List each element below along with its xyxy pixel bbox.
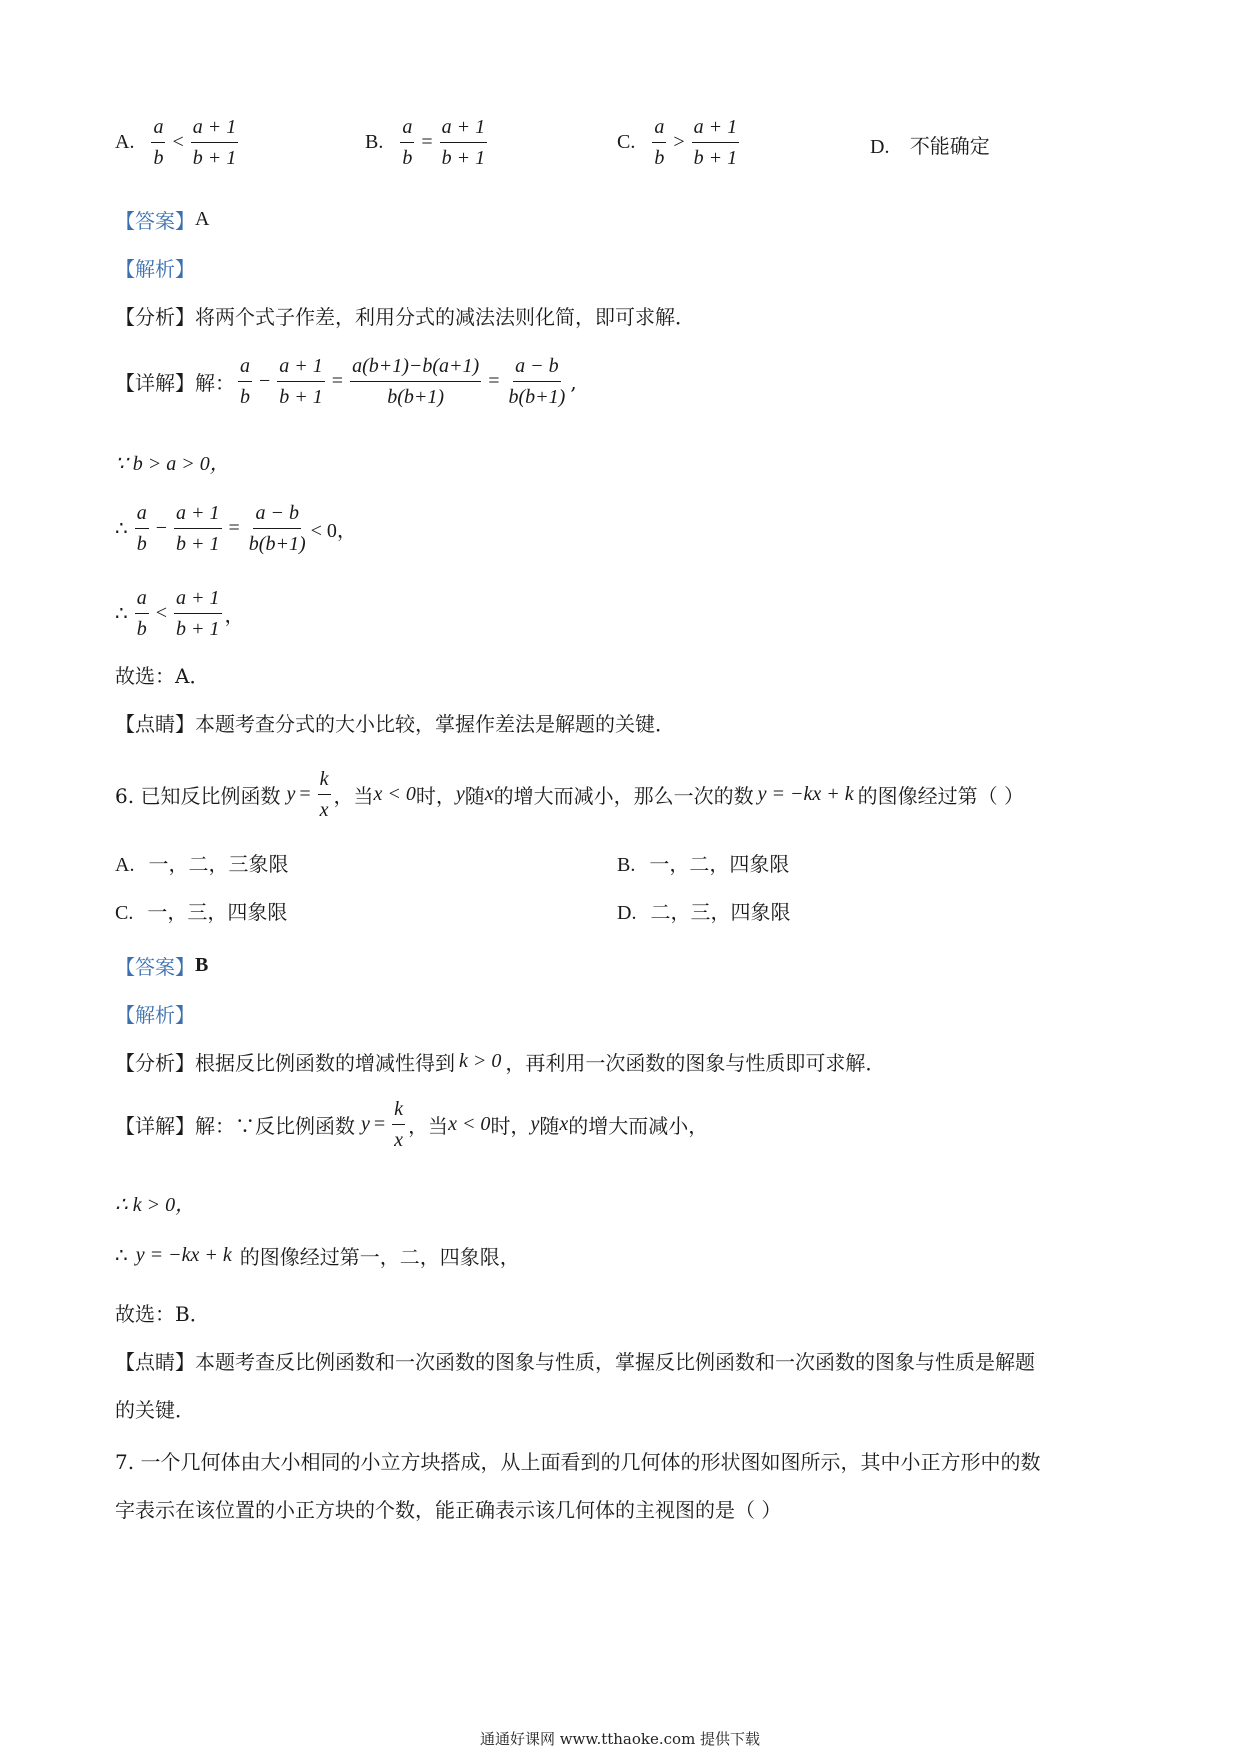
q5-answer-line bbox=[115, 205, 209, 234]
numerator: a bbox=[151, 114, 165, 143]
denominator: b bbox=[136, 533, 147, 555]
q7-stem-line-1 bbox=[115, 1446, 1040, 1475]
fraction bbox=[392, 1096, 405, 1153]
minus-sign: − bbox=[259, 370, 271, 392]
xiangjie-text: 解：∵反比例函数 bbox=[195, 1114, 355, 1138]
q7-text: 字表示在该位置的小正方块的个数，能正确表示该几何体的主视图的是（ ） bbox=[115, 1498, 782, 1522]
numerator: a + 1 bbox=[440, 114, 488, 143]
numerator: a + 1 bbox=[191, 114, 239, 143]
q7-stem-line-2 bbox=[115, 1494, 781, 1523]
dianjing-text: 本题考查分式的大小比较，掌握作差法是解题的关键． bbox=[195, 712, 675, 736]
therefore-symbol: ∴ bbox=[115, 1245, 128, 1267]
option-label: A. bbox=[115, 131, 135, 153]
therefore-text: 的图像经过第一，二，四象限， bbox=[239, 1245, 520, 1269]
option-text: 二，三，四象限 bbox=[650, 900, 791, 924]
fenxi-tag: 【分析】 bbox=[115, 1051, 195, 1075]
operator: > bbox=[673, 131, 685, 153]
denominator: b bbox=[240, 386, 250, 408]
q6-stem bbox=[115, 766, 1024, 823]
xiangjie-text: 时， bbox=[490, 1114, 531, 1138]
option-text: 一，三，四象限 bbox=[147, 900, 288, 924]
numerator: a bbox=[652, 114, 666, 143]
numerator: a − b bbox=[253, 500, 301, 529]
math-expr: x < 0 bbox=[373, 783, 416, 805]
fraction bbox=[506, 353, 567, 410]
equals-sign: = bbox=[228, 517, 240, 539]
q6-option-c bbox=[115, 896, 287, 925]
therefore-text: ∴ k > 0， bbox=[115, 1194, 196, 1216]
dianjing-tag: 【点睛】 bbox=[115, 712, 195, 736]
numerator: a bbox=[400, 114, 414, 143]
numerator: a(b+1)−b(a+1) bbox=[350, 353, 481, 382]
fenxi-text: ，再利用一次函数的图象与性质即可求解． bbox=[505, 1051, 886, 1075]
page-footer: 通通好课网 www.tthaoke.com 提供下载 bbox=[479, 1730, 761, 1748]
fraction bbox=[277, 353, 325, 410]
fraction bbox=[318, 766, 331, 823]
q6-option-b bbox=[617, 848, 789, 877]
denominator: b + 1 bbox=[441, 147, 486, 169]
dianjing-text: 本题考查反比例函数和一次函数的图象与性质，掌握反比例函数和一次函数的图象与性质是解题 bbox=[195, 1350, 1035, 1374]
q6-dianjing-line bbox=[115, 1346, 1035, 1375]
math-var: y bbox=[530, 1113, 540, 1135]
denominator: b(b+1) bbox=[387, 386, 445, 408]
minus-sign: − bbox=[155, 517, 168, 539]
numerator: k bbox=[392, 1096, 405, 1125]
denominator: b bbox=[153, 147, 164, 169]
analysis-tag: 【解析】 bbox=[115, 1003, 195, 1027]
q5-analysis-line bbox=[115, 253, 195, 282]
q6-guxuan-line bbox=[115, 1298, 210, 1327]
math-expr: y = −kx + k bbox=[757, 783, 854, 805]
math-y: y bbox=[286, 783, 296, 805]
fraction bbox=[174, 500, 222, 557]
equals-sign: = bbox=[299, 783, 311, 805]
fraction bbox=[135, 500, 149, 557]
therefore-symbol: ∴ bbox=[115, 603, 128, 625]
math-y: y bbox=[361, 1113, 370, 1135]
denominator: b + 1 bbox=[176, 533, 220, 555]
xiangjie-text: 随 bbox=[539, 1114, 560, 1138]
q5-xiangjie-line bbox=[115, 353, 577, 410]
q5-option-b bbox=[365, 114, 490, 171]
denominator: b bbox=[654, 147, 665, 169]
option-label: D. bbox=[617, 902, 637, 924]
stem-part: 时， bbox=[415, 784, 456, 808]
equals-sign: = bbox=[488, 370, 500, 392]
operator: = bbox=[421, 131, 433, 153]
math-expr: y = −kx + k bbox=[135, 1244, 232, 1266]
math-expr: x < 0 bbox=[448, 1113, 491, 1135]
dianjing-text: 的关键． bbox=[115, 1398, 195, 1422]
option-label: D. bbox=[870, 136, 890, 158]
q5-guxuan-line bbox=[115, 660, 209, 689]
option-label: B. bbox=[617, 854, 636, 876]
option-label: C. bbox=[115, 902, 134, 924]
stem-part: 的增大而减小，那么一次的数 bbox=[493, 784, 754, 808]
answer-value: B bbox=[195, 954, 209, 976]
option-text: 不能确定 bbox=[909, 134, 990, 158]
denominator: b(b+1) bbox=[248, 533, 306, 555]
denominator: x bbox=[394, 1129, 404, 1151]
equals-sign: = bbox=[331, 370, 344, 392]
numerator: a + 1 bbox=[174, 585, 222, 614]
fraction bbox=[238, 353, 252, 410]
numerator: a bbox=[135, 585, 149, 614]
stem-part: 的图像经过第（ ） bbox=[857, 784, 1025, 808]
q6-fenxi-line bbox=[115, 1047, 885, 1076]
math-var: y bbox=[455, 783, 465, 805]
q5-option-c bbox=[617, 114, 742, 171]
xiangjie-prefix: 解： bbox=[195, 371, 235, 395]
stem-part: 6. 已知反比例函数 bbox=[115, 784, 281, 808]
dianjing-tag: 【点睛】 bbox=[115, 1350, 195, 1374]
fraction bbox=[652, 114, 666, 171]
because-text: ∵ b > a > 0， bbox=[115, 453, 230, 475]
denominator: b(b+1) bbox=[508, 386, 566, 408]
numerator: a − b bbox=[513, 353, 561, 382]
analysis-tag: 【解析】 bbox=[115, 257, 195, 281]
operator: < bbox=[155, 602, 168, 624]
q6-xiangjie-line bbox=[115, 1096, 708, 1153]
q5-dianjing-line bbox=[115, 708, 675, 737]
q6-therefore2-line bbox=[115, 1241, 520, 1270]
answer-tag: 【答案】 bbox=[115, 209, 195, 233]
numerator: a + 1 bbox=[692, 114, 740, 143]
denominator: b + 1 bbox=[192, 147, 237, 169]
q5-fenxi-line bbox=[115, 301, 695, 330]
fraction bbox=[151, 114, 165, 171]
denominator: b + 1 bbox=[693, 147, 738, 169]
q6-option-d bbox=[617, 896, 790, 925]
stem-part: ，当 bbox=[333, 784, 374, 808]
denominator: b bbox=[136, 618, 147, 640]
q6-therefore1-line bbox=[115, 1188, 195, 1217]
equals-sign: = bbox=[373, 1113, 386, 1135]
q5-therefore1-line bbox=[115, 500, 357, 557]
fenxi-text: 根据反比例函数的增减性得到 bbox=[195, 1051, 455, 1075]
denominator: b bbox=[402, 147, 413, 169]
math-expr: k > 0 bbox=[459, 1050, 502, 1072]
math-var: x bbox=[484, 783, 494, 805]
xiangjie-tag: 【详解】 bbox=[115, 371, 195, 395]
stem-part: 随 bbox=[464, 784, 485, 808]
q5-option-d bbox=[870, 130, 990, 159]
option-text: 一，二，四象限 bbox=[649, 852, 790, 876]
denominator: x bbox=[319, 799, 329, 821]
numerator: a + 1 bbox=[277, 353, 325, 382]
fenxi-text: 将两个式子作差，利用分式的减法法则化简，即可求解． bbox=[195, 305, 695, 329]
q6-option-a bbox=[115, 848, 288, 877]
fraction bbox=[135, 585, 149, 642]
xiangjie-text: 的增大而减小， bbox=[568, 1114, 709, 1138]
option-label: C. bbox=[617, 131, 636, 153]
q6-answer-line bbox=[115, 951, 208, 980]
fraction bbox=[247, 500, 308, 557]
q6-analysis-line bbox=[115, 999, 195, 1028]
numerator: a bbox=[135, 500, 149, 529]
xiangjie-tag: 【详解】 bbox=[115, 1114, 195, 1138]
q7-text: 7. 一个几何体由大小相同的小立方块搭成，从上面看到的几何体的形状图如图所示，其中小正方形中的数 bbox=[115, 1450, 1041, 1474]
xiangjie-text: ，当 bbox=[408, 1114, 449, 1138]
denominator: b + 1 bbox=[279, 386, 323, 408]
guxuan-text: 故选：B． bbox=[115, 1302, 210, 1326]
fraction bbox=[350, 353, 481, 410]
fraction bbox=[440, 114, 488, 171]
answer-tag: 【答案】 bbox=[115, 955, 195, 979]
therefore-result: < 0， bbox=[310, 520, 357, 542]
comma: ， bbox=[224, 603, 245, 627]
numerator: a bbox=[238, 353, 252, 382]
fraction bbox=[400, 114, 414, 171]
option-label: A. bbox=[115, 854, 135, 876]
numerator: a + 1 bbox=[174, 500, 222, 529]
answer-value: A bbox=[195, 208, 210, 230]
guxuan-text: 故选：A． bbox=[115, 664, 210, 688]
comma: , bbox=[570, 369, 577, 394]
denominator: b + 1 bbox=[176, 618, 220, 640]
q5-therefore2-line bbox=[115, 585, 245, 642]
fraction bbox=[692, 114, 740, 171]
option-text: 一，二，三象限 bbox=[148, 852, 289, 876]
q5-option-a bbox=[115, 114, 241, 171]
q6-dianjing-line-2 bbox=[115, 1394, 195, 1423]
therefore-symbol: ∴ bbox=[115, 518, 128, 540]
operator: < bbox=[172, 131, 184, 153]
numerator: k bbox=[318, 766, 331, 795]
q5-because-line bbox=[115, 447, 230, 476]
fraction bbox=[174, 585, 222, 642]
fraction bbox=[191, 114, 239, 171]
math-var: x bbox=[559, 1113, 569, 1135]
fenxi-tag: 【分析】 bbox=[115, 305, 195, 329]
option-label: B. bbox=[365, 131, 384, 153]
